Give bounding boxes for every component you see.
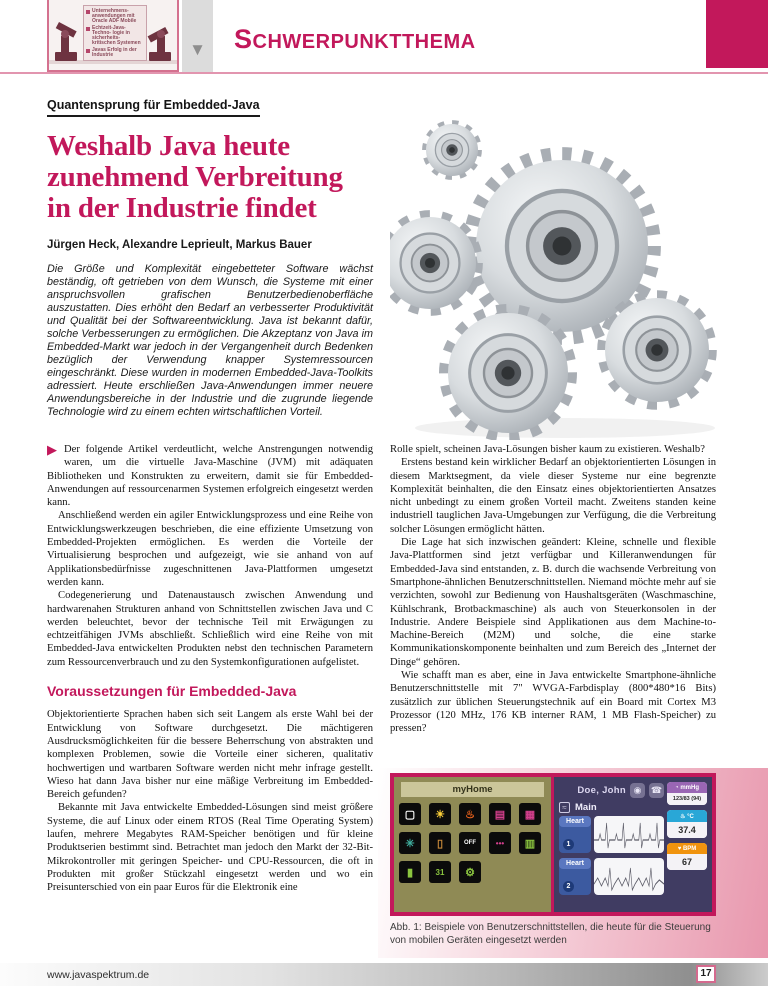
tile-more-options-icon: ••• xyxy=(489,832,511,854)
article-kicker: Quantensprung für Embedded-Java xyxy=(47,98,260,117)
tile-door-drive-icon: ▯ xyxy=(429,832,451,854)
heart2-row xyxy=(559,858,664,895)
page-number: 17 xyxy=(696,965,716,983)
pressure-gauge-icon: ◔ mmHg xyxy=(667,782,707,793)
ecg-trace-1 xyxy=(594,816,664,853)
paragraph-text: Der folgende Artikel verdeutlicht, welche Anstrengungen notwendig waren, um die virtuelle Java-Maschine (JVM) mit adäquaten Bibliotheken und Konstrukten zu erweitern, damit sie für Embedded-Anwendungen auf ressourcenarmen Systemen erfolgreich eingesetzt werden kann. xyxy=(47,444,373,509)
ecg2-svg xyxy=(594,860,664,894)
tile-settings-gear-icon: ⚙ xyxy=(459,861,481,883)
ecg1-svg xyxy=(594,818,664,852)
bullet-square-icon xyxy=(86,10,90,14)
waveform-icon: ≈ xyxy=(559,802,570,813)
tile-panel-icon: ▦ xyxy=(519,803,541,825)
article-authors: Jürgen Heck, Alexandre Leprieult, Markus Bauer xyxy=(47,239,312,251)
topic-item xyxy=(86,9,144,24)
tile-radiator-icon: ▤ xyxy=(489,803,511,825)
myhome-tile-grid xyxy=(399,803,546,883)
heart1-number: 1 xyxy=(563,839,574,850)
heart-icon: ♥ BPM xyxy=(667,843,707,854)
topic-item xyxy=(86,26,144,46)
thermometer-icon: ♨ °C xyxy=(667,810,707,822)
main-row xyxy=(559,802,664,813)
vital-badges xyxy=(667,782,707,870)
issue-topics-thumbnail xyxy=(47,0,179,72)
body-paragraph xyxy=(47,443,373,509)
article-intro xyxy=(47,96,373,419)
body-paragraph: Wie schafft man es aber, eine in Java entwickelte Smartphone-ähnliche Benutzerschnittstelle mit 7" WVGA-Farbdisplay (800*480*16 Bits) zusätzlich zur üblichen Steuerungstechnik auf ein Board mit Cortex M3 Prozessor (120 MHz, 176 KB interner RAM, 1 MB Flash-Speicher) zu pressen? xyxy=(390,670,716,735)
temperature-value: 37.4 xyxy=(667,822,707,838)
tile-heating-icon: ♨ xyxy=(459,803,481,825)
body-paragraph: Die Lage hat sich inzwischen geändert: Kleine, schnelle und flexible Java-Plattformen sind jetzt verfügbar und Killeranwendungen für Embedded-Java sind entstanden, z. B. durch die wachsende Verbreitung von Smartphone-ähnlichen Benutzerschnittstellen. Niemand möchte mehr auf sie verzichten, sowohl zur Bedienung von Haushaltsgeräten (Waschmaschine, Kühlschrank, Brotbackmaschine) als auch von Steuerkonsolen in der Industrie. Andere Beispiele sind Applikationen aus dem Machine-to-Machine-Bereich (M2M) und solche, die eine starke Kommunikationskomponente beinhalten und zum Bereich des „Internet der Dinge“ gehören. xyxy=(390,537,716,668)
myhome-title-bar: myHome xyxy=(401,782,544,797)
right-column xyxy=(390,443,716,767)
topic-text: Echtzeit-Java-Techno- logie in sicherheits- kritischen Systemen xyxy=(92,25,141,46)
tile-window-icon: ▢ xyxy=(399,803,421,825)
myhome-app-screenshot xyxy=(394,777,551,912)
ecg-trace-2 xyxy=(594,858,664,895)
body-paragraph: Erstens bestand kein wirklicher Bedarf an objektorientierten Lösungen in diesem Marktsegment, da viele dieser Systeme nur eine begrenzte Komplexität beinhalten, die den Einsatz eines objektorientierten Ansatzes nicht unbedingt zu einem großen Vorteil macht. Zweitens standen keine industriell tauglichen Java-Umgebungen zur Verfügung, die die Verbreitung solcher Lösungen ermöglicht hätten. xyxy=(390,457,716,535)
health-header xyxy=(559,782,664,798)
accent-corner-block xyxy=(706,0,768,68)
section-subheading: Voraussetzungen für Embedded-Java xyxy=(47,683,297,700)
article-title: Weshalb Java heute zunehmend Verbreitung in der Industrie findet xyxy=(47,130,343,224)
blood-pressure-value: 123/83 (94) xyxy=(667,793,707,805)
topic-text: Unternehmens- anwendungen mit Oracle ADF Mobile xyxy=(92,8,137,24)
tile-light-icon: ☀ xyxy=(429,803,451,825)
tile-off-switch-icon: OFF xyxy=(459,832,481,854)
left-column xyxy=(47,443,373,955)
topic-item xyxy=(86,48,144,58)
body-paragraph: Rolle spielt, scheinen Java-Lösungen bisher kaum zu existieren. Weshalb? xyxy=(390,444,705,455)
body-paragraph: Anschließend werden ein agiler Entwicklungsprozess und eine Reihe von Entwicklungswerkzeugen beschrieben, die eine effiziente Umsetzung von Embedded-Projekten ermöglichen. Es werden die Vorteile der Virtualisierung besprochen und aufgezeigt, wie sie anhand von auf Applikationsbedürfnisse zugeschnittenen Java-Plattformen umgesetzt werden kann. xyxy=(47,510,373,588)
heart2-tab xyxy=(559,858,591,895)
footer-url[interactable]: www.javaspektrum.de xyxy=(47,968,150,981)
health-app-screenshot xyxy=(554,777,712,912)
heart-rate-badge xyxy=(667,843,707,870)
heart-rate-value: 67 xyxy=(667,854,707,870)
patient-name: Doe, John xyxy=(577,784,626,796)
section-title-rest: CHWERPUNKTTHEMA xyxy=(252,31,476,53)
record-button-icon: ◉ xyxy=(630,783,645,798)
gears-photo xyxy=(390,98,730,440)
heart-label: Heart xyxy=(559,858,591,869)
topic-text: Javas Erfolg in der Industrie xyxy=(92,47,137,58)
paragraph-marker-icon: ▶ xyxy=(47,443,57,457)
header-rule xyxy=(0,72,768,74)
blood-pressure-badge xyxy=(667,782,707,805)
figure-caption: Abb. 1: Beispiele von Benutzerschnittstellen, die heute für die Steuerung von mobilen Geräten eingesetzt werden xyxy=(390,922,711,946)
body-paragraph: Bekannte mit Java entwickelte Embedded-Lösungen sind meist größere Systeme, die auf Linux oder einem RTOS (Real Time Operating System) laufen, mehrere Megabytes RAM-Speicher benötigen und für kleine Produktserien bestimmt sind. Betrachtet man jedoch den Markt der 32-Bit-Mikrokontroller mit geringen Speicher- und CPU-Ressourcen, die oft in Produkten mit großer Stückzahl eingesetzt werden und wo ein Preisunterschied von ein paar Euros für die Elektronik eine xyxy=(47,802,373,894)
heart1-tab xyxy=(559,816,591,853)
section-title-initial: S xyxy=(234,24,253,54)
call-button-icon: ☎ xyxy=(649,783,664,798)
tile-calendar-icon: 31 xyxy=(429,861,451,883)
heart-label: Heart xyxy=(559,816,591,827)
body-paragraph: Codegenerierung und Datenaustausch zwischen Anwendung und hardwarenahen Strukturen anhand von Schnittstellen zwischen Java und C werden beleuchtet, bevor der technische Teil mit Erwägungen zu echtzeitfähigen JVMs abschließt. Schließlich wird eine Reihe von mit Embedded-Java entwickelten Produkten nebst den technischen Parametern zum Ressourcenverbrauch und zu den Systemkonfigurationen aufgelistet. xyxy=(47,590,373,668)
body-paragraph: Objektorientierte Sprachen haben sich seit Langem als erste Wahl bei der Entwicklung von Software durchgesetzt. Die mächtigeren Ausdrucksmöglichkeiten für die bessere Beherrschung von abstrakten und komplexen Problemen, sowie die Vorteile einer sicheren, qualitativ hochwertigen und wartbaren Software werden nicht mehr infrage gestellt. Wieso hat dann Java bisher nur eine mäßige Verbreitung im Embedded-Bereich gefunden? xyxy=(47,709,373,801)
triangle-down-icon: ▼ xyxy=(189,40,206,59)
tile-blinds-icon: ▥ xyxy=(519,832,541,854)
tile-door-icon: ▮ xyxy=(399,861,421,883)
section-title xyxy=(234,24,476,55)
main-label: Main xyxy=(575,802,597,813)
bullet-square-icon xyxy=(86,27,90,31)
heart1-row xyxy=(559,816,664,853)
heart2-number: 2 xyxy=(563,881,574,892)
header-divider-bar xyxy=(182,0,213,72)
figure-1 xyxy=(390,773,716,916)
tile-fan-icon: ✳ xyxy=(399,832,421,854)
article-abstract: Die Größe und Komplexität eingebetteter Software wächst beständig, oft getrieben von dem Wunsch, die Systeme mit einer anspruchsvollen grafischen Benutzerbedienoberfläche auszustatten. Dies erhöht den Bedarf an verbesserter Produktivität und Qualität bei der Softwareentwicklung. Java ist bekannt dafür, solche Verbesserungen zu ermöglichen. Die Akzeptanz von Java im Embedded-Markt war jedoch in der Vergangenheit durch Bedenken bezüglich der Verwendung knapper Systemressourcen eingeschränkt. Diese wurden in modernen Embedded-Java-Toolkits adressiert. Heute erschließen Java-Anwendungen immer neuere Anwendungsbereiche in der Industrie und die zugrunde liegende Technologie wird zu einem echten wirtschaftlichen Vorteil. xyxy=(47,263,373,418)
footer-bar xyxy=(0,963,768,986)
bullet-square-icon xyxy=(86,49,90,53)
header-band xyxy=(0,0,768,74)
topics-sign xyxy=(83,5,147,61)
temperature-badge xyxy=(667,810,707,838)
